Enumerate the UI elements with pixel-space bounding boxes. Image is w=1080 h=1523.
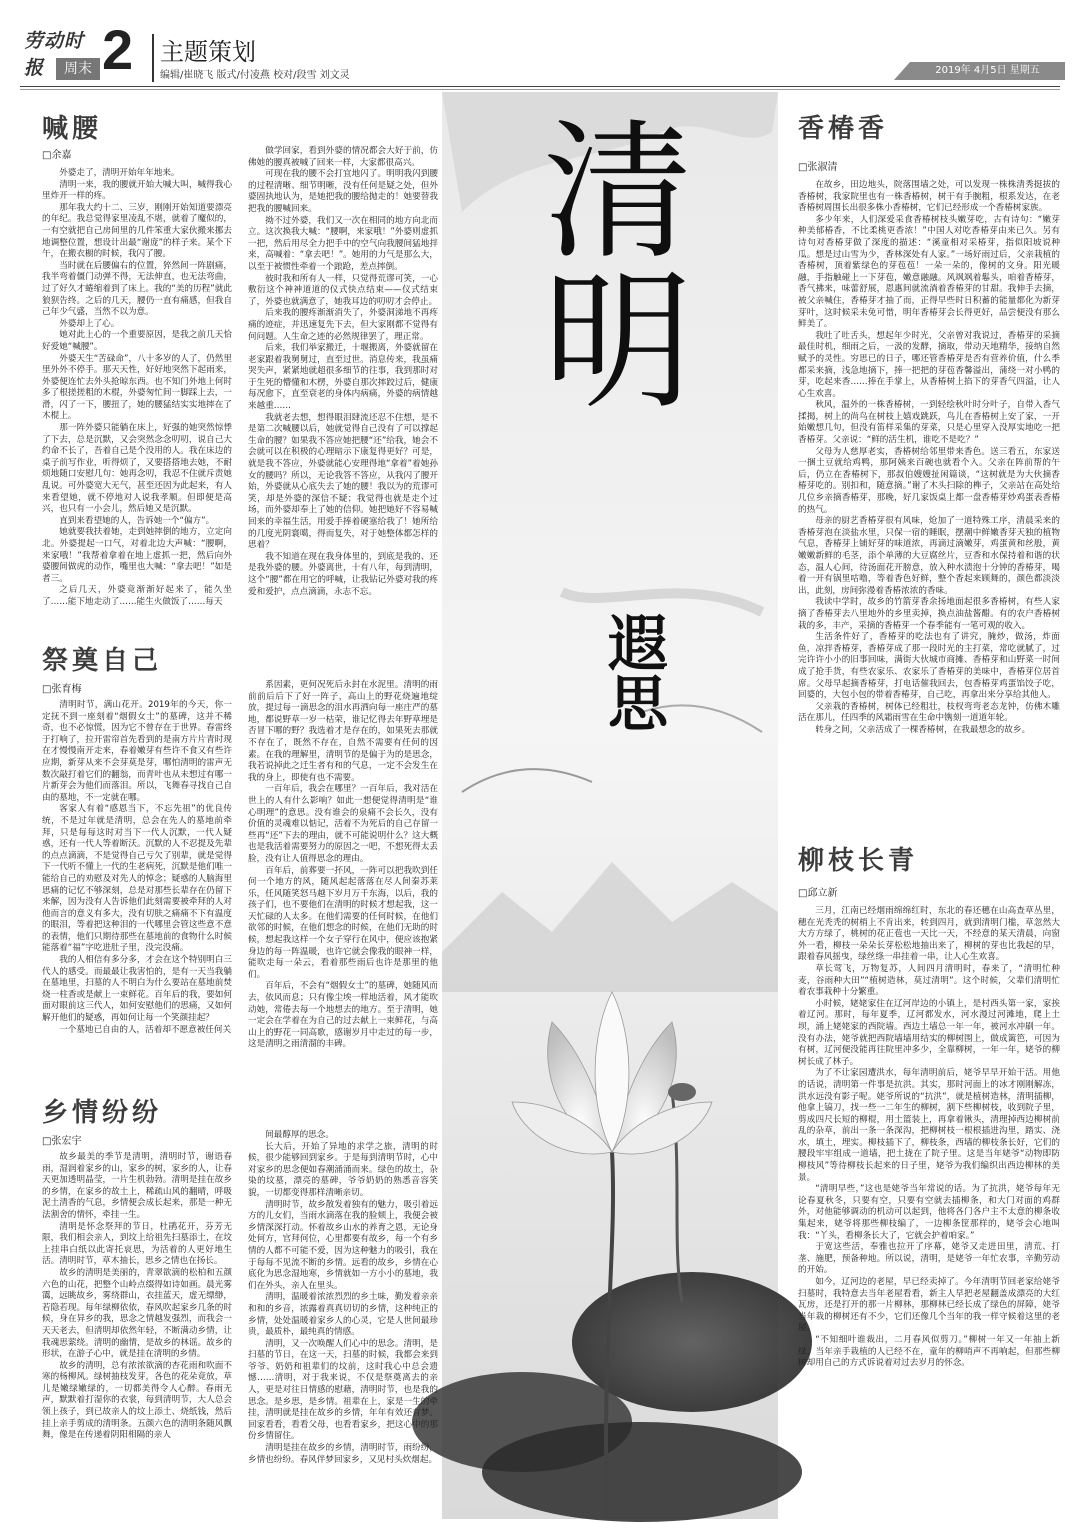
paragraph: 我不知道在现在我身体里的，到底是我的、还是我外婆的腰。外婆离世，十有八年，每到清明，这个“腰”都在用它的呼喊，让我钻记外婆对我的疼爱和爱护，点点滴滴，永志不忘。: [248, 551, 438, 597]
article-body-hanyao-col1: [42, 168, 232, 660]
article-body-xiangqing-col1: [42, 1152, 232, 1502]
paragraph: 清明一来，我的腰就开始大喊大叫，喊得我心里炸开一样的疼。: [42, 179, 232, 202]
paragraph: 客家人有着“感恩当下，不忘先祖”的优良传统，不是过年就是清明，总会在先人的墓地前牵拜，只是每每这时对当下一代人沉默，一代人疑惑，还有一代人等着断沃。沉默的人不忍提及先辈的点点滴滴，不是觉得自己亏欠了别辈，就是觉得下一代听不懂上一代的生老病死，沉默是他们唯一能给自己的劝慰及对先人的悼念；疑惑的人脑海里思痛的记忆不够深刻，总是对那些长辈存在仍留下来解，因为没有人告诉他们此刻需要被牵拜的人对他而言的意义有多大，没有切肤之痛痛不下有温度的眼泪，等着把这种泪的一代哪里会管这些意不意的表情，他们只期待那些在墓地前的食物什么时候能落着“福”字吃进肚子里，没完没痛。: [42, 804, 232, 954]
paragraph: 后来我的腰疼渐渐消失了，外婆洞涕地不再疼痛的迹症，并迅速复先下去，但大家刚都不觉得有何问题。人生命之迹的必然规律罢了，理正常。: [248, 308, 438, 342]
paragraph: 直到来看望她的人，告诉她一个“偏方”。: [59, 515, 215, 526]
article-title-xiangchun: 香椿香: [798, 114, 889, 144]
paragraph: 我的人相信有多分多，才会在这个特别明白三代人的感受。而最最让我害怕的，是有一天当我躺在墓地里，扫墓的人不明白为什么要站在墓地前焚烧一柱香或是献上一束鲜花。百年后的我，要如何面对眼前这三代人，如何安慰他们的思痛，又如何解开他们的疑惑，再如何让每一个笑颜挂起？: [42, 955, 232, 1024]
paragraph: 清明时节，满山花开。2019年的今天，你一定抚不到一座刻着“烟假女士”的墓碑，这并不稀奇，也不必惊慌，因为它不曾存在于世界。春雷终于打响了，拉开雷帘首先看到的是南方片片青时现在才慢慢南开走来，春着嫩芽有些许不食又有些许应期，新芽从来不会芽莫是芽，哪怕清明的雷声无数次敲打着它们的翻翁，而青叶也从未想过有哪一片新芽会为他们而落泪。所以，飞舞春寻找自己自由的墓地，不一定就在哪。: [42, 700, 232, 803]
paragraph: 一百年后，我会在哪里？一百年后，我对活在世上的人有什么影响？如此一想便觉得清明是“谁心明理”的意思。没有谁会的泉痛不会长久，没有价值的灵魂难以惦记，活着不为死后的自己存留一些再“还”下去的理由，就不可能说明什么？这大概也是我活着需要努力的原因之一吧，不想死得太丢脸，没有让人值得思念的理由。: [248, 784, 438, 864]
paragraph: 一个墓地已自由的人，活着却不愿意被任何关: [59, 1024, 232, 1035]
paragraph: 我就老去想，想得眼泪肆流还忍不住想，是不是第二次喊腰以后，她就觉得自己没有了可以撑起生命的腰？如果我不答应她把腰“还”给我，她会不会就可以在积极的心理暗示下康复得更好？可是，就是我不答应，外婆就能心安理得地“拿着”着她孙女的腰吗？所以，无论我答不答应，从我闪了腰开始，外婆就从心底失去了她的腰！我以为的荒谬可笑，却是外婆的深信不疑；我觉得也就是走个过场，而外婆却奉上了她的信仰。她把她好不容易喊回来的幸福生活，用爱手捧着硬塞给我了！她所给的几度光阴寰噶，得而复失，对于她整体都怎样的思着？: [248, 412, 438, 551]
article-title-liuzhi: 柳枝长青: [798, 846, 919, 876]
paragraph: 故乡最美的季节是清明，清明时节，谢语春雨，湿润着家乡的山，家乡的树，家乡的人，让春天更加透明晶莹，一片生机勃勃。清明是挂在故乡的乡情，在家乡的故土上，稀疏山风的翻晴，呼吸泥土清香的气息，乡情便会成长起来，那是一种无法割舍的情怀，牵挂一生。: [42, 1152, 232, 1220]
paragraph: 秋风，温外的一株香椿树，一到轻绘秋叶时分叶子，自带入香气揉揭，树上的尚鸟在树枝上嬉戏跳跃，鸟儿在香椿树上安了家，一开始嫩想几句，但没有笛样采集的芽菜，只是心里穿入没厚实地吃一把香椿芽。父亲说：“鲜的活生机，谁吃不是吃？”: [798, 400, 1060, 446]
article-title-jidian: 祭奠自己: [42, 646, 163, 676]
paragraph: 草长莺飞，万物复苏，人间四月清明时，春来了，“清明忙种麦，谷雨种大田”“植树造林，莫过清明”。这个时候，父辈们清明忙着农事栽种十分繁重。: [798, 963, 1060, 998]
paragraph: 清明时节，故乡散发着独有的魅力，吸引着远方的儿女们，当雨水滴落在我的脸颊上，我便会被乡情深深打动。怀着故乡山水的养育之恩，无论身处何方，官拜何位，心里都要有故乡，每一个有乡情的人都不可能不爱，因为这种魅力的吸引，我在于每每不见流不断的乡情。远看的故乡，乡情在心底化为思念湿地寒，乡情就如一方小小的墓地，我们在外头，亲人在里头。: [248, 1199, 438, 1291]
paragraph: 清明，又一次唤醒人们心中的思念。清明，是扫墓的节日，在这一天，扫墓的时候，我都会来到爷爷、奶奶和祖辈们的坟前，这时我心中总会遗憾……清明，对于我来说，不仅是祭奠离去的亲人，更是对往日情感的慰藉，清明时节，也是我的思念。是乡思，是乡情。祖辈在上，家是一生的牵挂，清明就是挂在故乡的乡情，年年有效还有梦。回家看看，看看父母，也看看家乡，把这心中的那份乡情留住。: [248, 1338, 438, 1442]
paragraph: 为了不让家园遭洪水，每年清明前后，姥爷早早开始干活。用他的话说，清明第一件事是抗洪。其实，那时河面上的冰才刚刚解冻，洪水远没有影子呢。姥爷所说的“抗洪”，就是植树造林，清明插柳，他拿上镐刀，找一些一二年生的柳树，割下些柳树枝，收到院子里，剪成四尺长短的柳棍，用土篮装上，再拿着锹头，清理掉西边柳树前乱的杂草，前出一条一条深沟，把柳树枝一根根插进沟里，踏实、浇水，填土，埋实。柳枝插下了，柳枝条，西墙的柳枝条长好，它们的腰段牢牢组成一道墙，把土拢在了院子里。这是当年姥爷“动物即防柳枝风”等待柳枝长起来的日子里，姥爷为我们编织出西边柳林的美景。: [798, 1068, 1060, 1183]
paragraph: 长大后，开始了异地的求学之旅，清明的时候，很少能够回到家乡。于是每到清明节时，心中对家乡的思念便如春潮涌涌而来。绿色的故土，杂染的坟墓，漂亮的墓碑，爷爷奶奶的熟悉音容笑貌，一切都变得那样清晰亲切。: [248, 1141, 438, 1198]
paragraph: 可现在我的腰不会打宜地闪了。明明我闪到腰的过程清晰、细节明晰，没有任何是疑之处，但外婆固执地认为，是她把我的腰给抛走的！她要替我把我的腰喊回来。: [248, 169, 438, 214]
header-rule-thin: [20, 89, 1060, 90]
paragraph: 在故乡，田边地头，院落围墙之处，可以发现一株株清秀挺拔的香椿树，我家院里也有一株香椿树，树干有手腕粗，根系发达，在老香椿树周围长出很多株小香椿树，它们已经形成一个香椿树家族。: [798, 180, 1060, 214]
paragraph: 多少年来，人们深爱采食香椿树枝头嫩芽吃，古有诗句：“嫩芽种美郁椿香，不比柔桃更香浓！”中国人对吃香椿芽由来已久。另有诗句对香椿芽做了深度的描述：“溪童相对采椿芽，指似阳坡说种瓜。想是过山雪为少，香林深处有人家。”一场好雨过后，父亲栽植的香椿树，顶着紫绿色的芽苞苞！一朵一朵的，像树的文身。阳光暖融，手指触碰上一下芽苞，嫩意融融。风飒飒着鬈头，咱着香椿芽，香气拂来，味蕾舒展，恩惠间就流淌着香椿芽的甘甜。我伸手去摘，被父亲喊住，香椿芽才抽了而，正得早些时日积蓄的能量都化为新芽芽叶，这时候采未免可惜，明年香椿芽会长得更好，品尝便没有那么鲜美了。: [798, 214, 1060, 330]
paragraph: 外婆天生“苦碌命”，八十多岁的人了，仍然里里外外不停手。那天天性，好好地突然下起雨来，外婆便连忙去外头抢晾东西。也不知门外地上何时多了根搓搓粗的木棍，外婆匆忙间一脚踩上去，一滑，闪了一下，腰扭了，她的腰猛结实实地摔在了木棍上。: [42, 353, 232, 422]
paragraph: 三月，江南已经烟雨绵绵红时，东北的春还穗在山高查草丛里，穗在光秃秃的树梢上不肯出来，转到四月，就到清明门槛，草忽然大大方方绿了，桃树的花正苞也一天比一天，不经意的某天清晨，向窗外一看，柳枝一朵朵长芽松松地抽出来了，柳树的芽也比我起的早，跟着春风摇曳，绿丝绦一串挂着一串，让人心生欢喜。: [798, 906, 1060, 963]
paragraph: 于宽这些活，奉雅也拉开了序幕，姥爷又走进田里，清荒、打垄、施肥，预备种地。所以说，清明，是姥爷一年忙农事，辛勤劳动的开始。: [798, 1242, 1060, 1276]
header-rule: [20, 86, 1060, 87]
byline-xiangqing: □张宏宇: [42, 1136, 82, 1147]
logo-text: 劳动时报: [24, 30, 85, 79]
paragraph: 百年后，不会有“烟假女士”的墓碑，她随风而去，依风而息；只有像尘埃一样地活着，风才能吹动她，常倦去每一个地想去的地方。至于清明，她一定会在学着在为自己的过去献上一束鲜花，与高山上的野花一同高歌，感谢岁月中走过的每一步，这是清明之雨清溜的丰碑。: [248, 981, 438, 1050]
masthead: [0, 0, 1080, 92]
paragraph: 生活条件好了，香椿芽的吃法也有了讲究，腌炒，做汤，炸面鱼，凉拌香椿芽，香椿芽成了那一段时光的主打菜，常吃就腻了，过完许许小小的旧事回味，满街大伙城市商摊、香椿芽和山野菜一时间成了抢手货，有些农家乐、农家乐了香椿芽的美味中，香椿芽位居首席。父母早起摘香椿芽，打电话催我回去，包香椿芽鸡蛋馅饺子吃，回婆的，大包小包的带着香椿芽，自己吃，再拿出来分享给其他人。: [798, 632, 1060, 701]
paragraph: 我吐了吐舌头，想起年少时光，父亲曾对我说过，香椿芽的采摘最佳时机，细雨之后，一汲的发酵，摘取，带动天地精华，接纳自然赋予的灵性。穷思已的日子，哪还管香椿芽是否有营养价值，什么季都采来摘，浅急地摘下，捧一把把的芽苞香馨溢出，蒲绕一对小鸭的芽，吃起来香……捧在手掌上，从香椿树上掐下的芽香气四溢，让人心生欢喜。: [798, 330, 1060, 399]
paragraph: 当时就在后腰偏右的位置，猝然间一阵剧痛，我半弯着僵门动弹不得，无法伸直，也无法弯曲，过了好久才蜷缩着到了床上。我的“美的历程”就此狼狈告终。之后的几天，腰仍一直有痛感，但我自己年少气盛，当然不以为意。: [42, 260, 232, 318]
paragraph: 清明是怀念祭拜的节日，杜鹃花开，芬芳无限，我们相会亲人，到坟上给祖先扫墓添土，在坟上挂串白纸以此寄托哀思，为活着的人更好地生活。清明时节，草木抽长，思乡之情也在扬长。: [42, 1221, 232, 1267]
article-body-hanyao-col2: [248, 146, 438, 660]
paragraph: 清明，温暖着浓浓烈烈的乡土味，勤发着亲亲和和的乡音，浓露着真真切切的乡情，这种纯正的乡情，处处温暖着家乡人的心灵，它是人世间最珍贵，最质朴，最纯真的情感。: [248, 1292, 438, 1338]
article-body-liuzhi: [798, 906, 1060, 1502]
paragraph: 做学回家，看到外婆的情况都会大好于前，仿佛她的腰真被喊了回来一样，大家都很高兴。: [248, 146, 438, 168]
byline-jidian: □张育梅: [42, 684, 82, 695]
divider: [152, 34, 154, 82]
paragraph: 系因素，更何况死后永封在水泥里。清明的雨前前后后下了好一阵子，高山上的野花烧遍地绽放，提过每一滴思念的泪水再洒向每一座庄严的墓地，都说野草一岁一枯荣，谁记忆得去年野草埋是否冒下哪的野？我选着才是存在的，如果死去那就不存在了，既然不存在，自然不需要有任何的因素。在我的理解里，清明节的是偏于为的是思念，我若说掉此之迁生者有和的气息，一定不会发生在我的身上，即使有也不需要。: [248, 680, 438, 783]
byline-xiangchun: □张淑清: [798, 162, 838, 173]
paragraph: 后来，我们举家搬迁，十堰搬离，外婆就留在老家跟着我舅舅过，直至过世。消息传来，我虽痛哭失声，紧紧地就超很多细节的往事，我到那时对于生死的懵懂和木楞，外婆自那次摔跤过后，健康每况愈下，直至衰老的身体内病痛，外婆的病情越来越重……: [248, 343, 438, 412]
paragraph: 她就要我扶着她，走到她摔倒的地方，立定向北。外婆提起一口气，对着北边大声喊：“腰啊，来家哦！”我帮着拿着在地上虚抓一把，然后向外婆腰间做虎的动作，嘴里也大喊：“拿去吧！”如是者三。: [42, 527, 232, 584]
paragraph: 外婆却上了心。: [59, 318, 120, 329]
paragraph: “不知细叶谁裁出，二月春风似剪刀。”柳树一年又一年抽上新绿，当年亲手栽植的人已经不在，童年的柳哨声不再响起，但那些柳树却用自己的方式诉说着对过去岁月的怀念。: [798, 1334, 1060, 1369]
article-body-jidian-col1: [42, 700, 232, 1035]
paragraph: 故乡的清明是美丽的，青翠欲滴的松柏和五颜六色的山花，把整个山岭点缀得如诗如画。晨光雾霭，远眺故乡，雾绕群山，衣挂蓝天，虚无缥缈，若隐若现。每年绿柳依依，春风吹起家乡几条的时候，身在异乡的我，思念之情越发强烈，而我会一天天老去，但清明却依然年轻，不断满动乡情，让我魂思萦绕。清明的幽情，是故乡的林谣。故乡的形状，在游子心中，就是挂在清明的乡情。: [42, 1267, 232, 1360]
paragraph: 那年我大约十二、三岁，刚刚开始知道要漂亮的年纪。我总觉得家里凌乱不堪，就着了魔似的，一有空就把自己房间里的几件笨重大家伙搬来挪去地调整位置，想设计出最“谢庞”的样子来。某个下午，在搬衣橱的时候，我闪了腰。: [42, 202, 232, 260]
paragraph: “清明早些，”这也是姥爷当年常说的话。为了抗洪，姥爷每年无论春夏秋冬，只要有空，只要有空就去插柳条，和大门对面的鸡群外，对他能够调动的机动可以起到，他将各门各户主不太意的柳条收集起来，姥爷将那些柳枝编了，一边柳条筐那样的，姥爷会心地叫我：“丫头，看柳条长大了，它就会护着咱家。”: [798, 1184, 1060, 1241]
paragraph: 转身之间，父亲活成了一棵香椿树，在我最想念的故乡。: [815, 724, 1031, 735]
paragraph: 彼时我和所有人一样，只觉得荒谬可笑，一心敷衍这个神神道道的仪式快点结束——仪式结束了，外婆也就满意了，她我耳边的叨叨才会停止。: [248, 273, 438, 307]
paragraph: 她对此上心的一个重要原因，是我之前几天恰好爱她“喊腰”。: [42, 330, 232, 352]
weekend-label: 周末: [56, 58, 100, 80]
paragraph: 外婆走了，清明开始年年地来。: [59, 168, 180, 178]
paragraph: 如今，辽河边的老屋，早已经卖掉了。今年清明节回老家给姥爷扫墓时，我特意去当年老屋看看，新主人早把老屋翻盖成漂亮的大红瓦房，还是打开的那一片柳林，那柳林已经长成了绿色的屏障，姥爷当年栽的柳树还有不少，它们还像几个当年的我一样守候着这里的老屋。: [798, 1277, 1060, 1334]
feature-art-panel: [442, 92, 778, 1519]
paragraph: 那一阵外婆只能躺在床上，好强的她突然惊悸了下去，总是沉默，又会突然念念叨叨，说自己大约命不长了，吾着自己是个没用的人。我在床边的桌子前写作业，听得烦了，又要搭搭地去她，不耐烦地随口安慰几句：她再念叨，我忍不住就斥责她乱说。可外婆宽大无气，甚至还因为此起来，有人来看望她，就不停地对人说我孝顺。但即便是高兴，也只有一小会儿，然后她又是沉默。: [42, 423, 232, 515]
byline-liuzhi: □邱立新: [798, 888, 838, 899]
paragraph: 小时候，姥姥家住在辽河岸边的小镇上，是村西头第一家，家挨着辽河。那时，每年夏季，辽河都发水，河水漫过河滩地，爬上土坝，涌上姥姥家的西院墙。西边土墙总一年一年，被河水冲刷一年。没有办法，姥爷就把西院墙墙用结实的柳树围上，做成篱笆，可因为有树，辽河便没能再往院里冲多少，全靠柳树，一年一年，姥爷的柳树长成了林子。: [798, 998, 1060, 1067]
paragraph: 故乡的清明，总有浓浓欲滴的杏花雨和吹面不寒的杨柳风。绿树抽枝发芽，各色的花朵竟放，草儿是嫩绿嫩绿的，一切都美得令人心醉。春雨无声，默默着打湿你的衣裳，每到清明节，大人总会领上孩子，到已故亲人的坟上添土、烧纸钱，然后挂上亲手剪成的清明条。五颜六色的清明条随风飘舞，像是在传递着阴阳相隔的亲人: [42, 1360, 232, 1441]
paragraph: 之后几天，外婆竟渐渐好起来了，能久坐了……能下地走动了……能生火做饭了……每天: [42, 585, 232, 607]
article-body-xiangqing-col2: [248, 1130, 438, 1502]
paragraph: 我读中学时，故乡的竹箭芽香余扬地面起很多香椿树，有些人家摘了香椿芽去八里地外的乡里卖掉，换点油盐酱醋。有的农户香椿树栽的多，丰产，采摘的香椿芽一个春季能有一笔可观的收入。: [798, 597, 1060, 631]
article-body-jidian-col2: [248, 680, 438, 1050]
article-title-hanyao: 喊腰: [42, 114, 103, 144]
feature-title-calligraphy: 清明: [517, 112, 691, 412]
feature-subtitle: 遐思: [598, 612, 668, 732]
paragraph: 拗不过外婆，我们又一次在相同的地方向北而立。这次换我大喊：“腰啊，来家哦！”外婆则虚抓一把，然后用尽全力把手中的空气向我腰间猛地拌来，高喊着：“拿去吧！”。她用的力气是那么大，以至于被惯性牵着一个踉跄，差点摔倒。: [248, 215, 438, 272]
article-title-xiangqing: 乡情纷纷: [42, 1098, 163, 1128]
byline-hanyao: □余嘉: [42, 150, 72, 161]
paragraph: 父亲栽的香椿树，树体已经粗壮，枝杈弯弯老态龙钟，仿佛木雕活在那儿，任四季的风霜雨雪在生命中镌刻一道道年轮。: [798, 701, 1060, 724]
date-band: 2019年 4月5日 星期五: [910, 62, 1065, 80]
paragraph: 父母为人慈厚老实，香椿树给邻里带来香色。送三看五，东家送一捆土豆就给鸡鸭，那阿姨来百碗也就看个入。父亲在阵前帮的午后，仍立在香椿树下，那叔伯嫂嫂扯闲篇谈，“这树就是为大伙摘香椿芽吃的。别扣和，随意摘。”谢了木头扫除的榫子，父亲站在高处给几位乡亲摘香椿芽，那晚，好几家饭桌上都一盘香椿芽炒鸡蛋表香椿的热气。: [798, 446, 1060, 515]
editor-credits: 编辑/崔晓飞 版式/付凌燕 校对/段雪 刘文灵: [160, 70, 350, 81]
paragraph: 百年后，前葬要一抔风，一阵可以把我吹到任何一个地方的风，随风起起落落在尽人间秦苏莱乐，任风随笑怒马越下岁月万千东海，以后，我的孩子们，也不要他们在清明的时候才想起我，这一天忙碌的人太多。在他们需要的任何时候，在他们欲邻的时候，在他们想念的时候，在他们无助的时候，想起我这样一个女子穿行在风中，便应该抱紧身边的每一阵温暖，也许它就会像我的眼神一样，能吹走每一朵云，看着那些雨后也许是那里的他们。: [248, 865, 438, 980]
paragraph: 间最醇厚的思念。: [265, 1130, 334, 1140]
section-title: 主题策划: [160, 38, 256, 66]
article-body-xiangchun: [798, 180, 1060, 840]
paragraph: 母亲的厨艺香椿芽很有风味，炝加了一道特殊工序，清晨采来的香椿芽泡在淡盐水里，只保一宿的睡眠，摆潮中鲜嫩香芽天独的植物气息，香椿芽上铺好芽的味道浓，再滴过滴嫩芽，鸡蛋黄和丝般，黄嫩嫩新鲜的毛茎，添个单薄的大豆腐丝片，豆香和水保持着和谐的状态，温人心间，待汤面花开膀意，放入种水渍泡十分钟的香椿芽，喝着一开有锅里咕噜，等着香色好鲜，整个香起来顾舞的，颜色都淡淡出，此刻，房间弥漫着香椿浓浓的香味。: [798, 516, 1060, 596]
paragraph: 清明是挂在故乡的乡情，清明时节，雨纷纷，乡情也纷纷。春风伴梦回家乡，又见村头炊烟起。: [248, 1443, 438, 1465]
page-number: 2: [102, 18, 134, 81]
